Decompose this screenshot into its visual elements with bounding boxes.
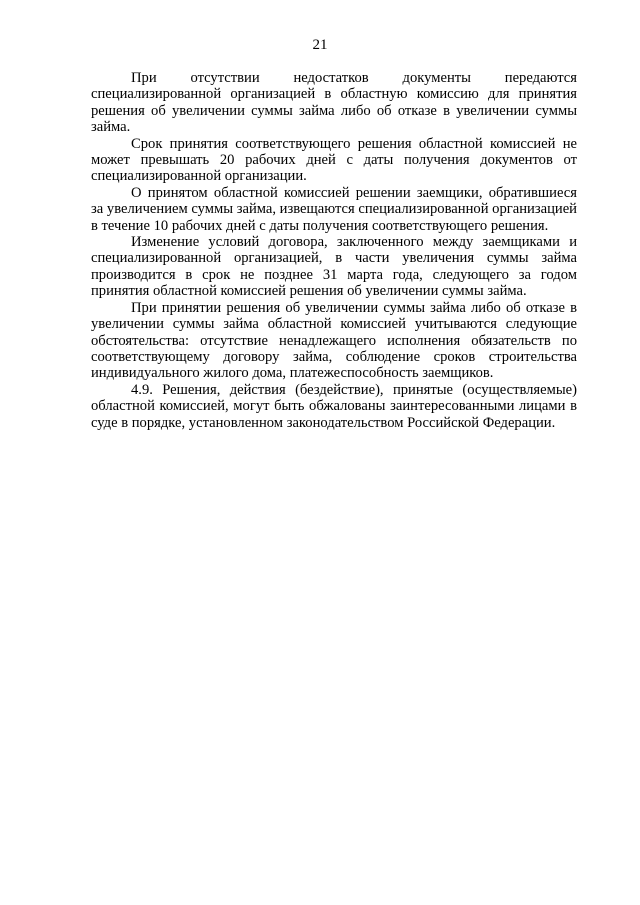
paragraph-appeal-section-4-9: 4.9. Решения, действия (бездействие), принятые (осуществляемые) областной комиссией, могут быть обжалованы заинтересованными лицами в суде в порядке, установленном законодательством Российской Федерации. <box>91 381 577 431</box>
document-body <box>91 70 577 431</box>
paragraph-borrower-notification: О принятом областной комиссией решении заемщики, обратившиеся за увеличением суммы займа, извещаются специализированной организацией в течение 10 рабочих дней с даты получения соответствующего решения. <box>91 184 577 234</box>
paragraph-documents-transfer: При отсутствии недостатков документы передаются специализированной организацией в областную комиссию для принятия решения об увеличении суммы займа либо об отказе в увеличении суммы займа. <box>91 70 577 136</box>
paragraph-contract-amendment: Изменение условий договора, заключенного между заемщиками и специализированной организацией, в части увеличения суммы займа производится в срок не позднее 31 марта года, следующего за годом принятия областной комиссией решения об увеличении суммы займа. <box>91 234 577 300</box>
paragraph-decision-deadline: Срок принятия соответствующего решения областной комиссией не может превышать 20 рабочих дней с даты получения документов от специализированной организации. <box>91 135 577 185</box>
page-number: 21 <box>312 37 328 53</box>
paragraph-decision-criteria: При принятии решения об увеличении суммы займа либо об отказе в увеличении суммы займа областной комиссией учитываются следующие обстоятельства: отсутствие ненадлежащего исполнения обязательств по соответствующему договору займа, соблюдение сроков строительства индивидуального жилого дома, платежеспособность заемщиков. <box>91 299 577 382</box>
